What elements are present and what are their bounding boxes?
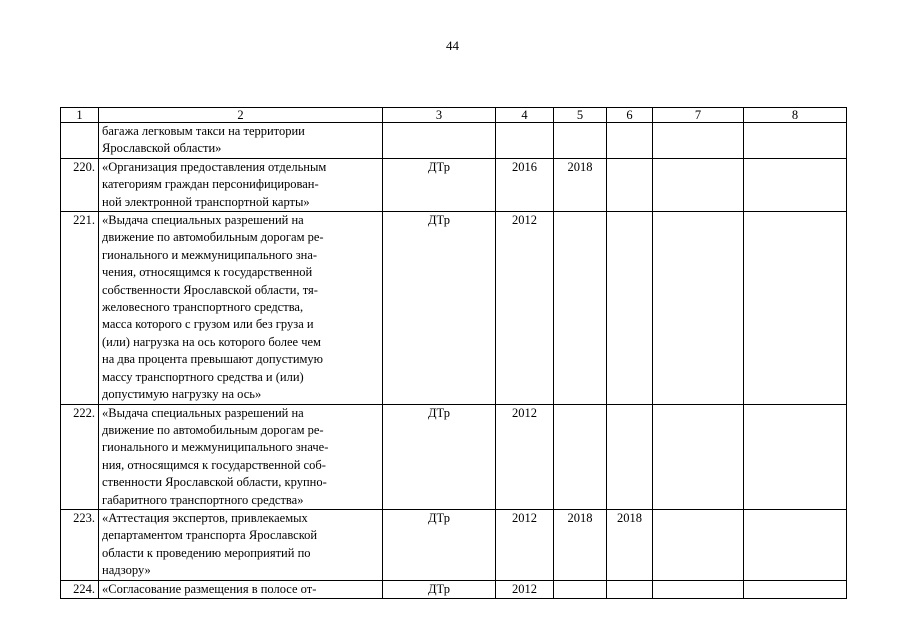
table-row [61, 212, 847, 404]
service-name-line: багажа легковым такси на территории [102, 124, 305, 138]
year-col-5 [554, 212, 607, 404]
service-name-line: движение по автомобильным дорогам ре- [102, 230, 324, 245]
service-name-line: «Согласование размещения в полосе от- [102, 581, 317, 596]
year-col-6 [607, 580, 653, 598]
service-name [99, 580, 383, 598]
col-8 [744, 212, 847, 404]
service-name-line: «Выдача специальных разрешений на [102, 405, 304, 420]
year-col-4 [496, 123, 554, 159]
year-col-6: 2018 [607, 509, 653, 580]
service-name-line: габаритного транспортного средства» [102, 492, 304, 507]
col-7 [653, 580, 744, 598]
service-name [99, 158, 383, 211]
service-name-line: допустимую нагрузку на ось» [102, 387, 262, 402]
row-number [61, 123, 99, 159]
row-number: 221. [61, 212, 99, 404]
header-cell: 4 [496, 108, 554, 123]
table-row [61, 123, 847, 159]
row-number: 220. [61, 158, 99, 211]
header-cell: 2 [99, 108, 383, 123]
col-7 [653, 212, 744, 404]
row-number: 222. [61, 404, 99, 509]
year-col-6 [607, 404, 653, 509]
service-name [99, 404, 383, 509]
col-7 [653, 404, 744, 509]
service-name-line: «Выдача специальных разрешений на [102, 213, 304, 228]
responsible-body: ДТр [383, 580, 496, 598]
col-8 [744, 158, 847, 211]
service-name-line: категориям граждан персонифицирован- [102, 177, 319, 192]
year-col-4: 2012 [496, 404, 554, 509]
year-col-4: 2012 [496, 580, 554, 598]
service-name-line: (или) нагрузка на ось которого более чем [102, 334, 321, 349]
service-name-line: гионального и межмуниципального зна- [102, 247, 318, 262]
header-cell: 6 [607, 108, 653, 123]
row-number: 223. [61, 509, 99, 580]
service-name-line: гионального и межмуниципального значе- [102, 440, 329, 455]
responsible-body: ДТр [383, 158, 496, 211]
col-8 [744, 580, 847, 598]
service-name-line: собственности Ярославской области, тя- [102, 282, 318, 297]
service-name-line: надзору» [102, 563, 151, 578]
col-8 [744, 404, 847, 509]
col-7 [653, 158, 744, 211]
year-col-6 [607, 212, 653, 404]
service-name [99, 509, 383, 580]
year-col-4: 2012 [496, 212, 554, 404]
responsible-body [383, 123, 496, 159]
year-col-5 [554, 404, 607, 509]
services-table [60, 107, 847, 599]
table-row [61, 404, 847, 509]
service-name-line: области к проведению мероприятий по [102, 545, 311, 560]
service-name-line: на два процента превышают допустимую [102, 352, 324, 367]
service-name-line: «Аттестация экспертов, привлекаемых [102, 510, 308, 525]
col-7 [653, 123, 744, 159]
year-col-4: 2016 [496, 158, 554, 211]
responsible-body: ДТр [383, 404, 496, 509]
year-col-5: 2018 [554, 158, 607, 211]
service-name [99, 212, 383, 404]
year-col-4: 2012 [496, 509, 554, 580]
col-8 [744, 509, 847, 580]
service-name-line: желовесного транспортного средства, [102, 300, 304, 315]
year-col-6 [607, 158, 653, 211]
responsible-body: ДТр [383, 212, 496, 404]
header-cell: 3 [383, 108, 496, 123]
responsible-body: ДТр [383, 509, 496, 580]
year-col-5 [554, 123, 607, 159]
year-col-5 [554, 580, 607, 598]
service-name [99, 123, 383, 159]
year-col-6 [607, 123, 653, 159]
service-name-line: чения, относящимся к государственной [102, 265, 313, 280]
service-name-line: Ярославской области» [102, 141, 222, 156]
col-8 [744, 123, 847, 159]
service-name-line: масса которого с грузом или без груза и [102, 317, 314, 332]
header-cell: 8 [744, 108, 847, 123]
service-name-line: движение по автомобильным дорогам ре- [102, 422, 324, 437]
service-name-line: ния, относящимся к государственной соб- [102, 457, 326, 472]
header-cell: 1 [61, 108, 99, 123]
page-number: 44 [446, 38, 459, 53]
col-7 [653, 509, 744, 580]
service-name-line: ственности Ярославской области, крупно- [102, 475, 327, 490]
table-row [61, 509, 847, 580]
row-number: 224. [61, 580, 99, 598]
service-name-line: департаментом транспорта Ярославской [102, 528, 318, 543]
header-row [61, 108, 847, 123]
service-name-line: массу транспортного средства и (или) [102, 369, 304, 384]
table-row [61, 158, 847, 211]
table-row [61, 580, 847, 598]
year-col-5: 2018 [554, 509, 607, 580]
header-cell: 7 [653, 108, 744, 123]
service-name-line: ной электронной транспортной карты» [102, 194, 310, 209]
service-name-line: «Организация предоставления отдельным [102, 159, 327, 174]
header-cell: 5 [554, 108, 607, 123]
